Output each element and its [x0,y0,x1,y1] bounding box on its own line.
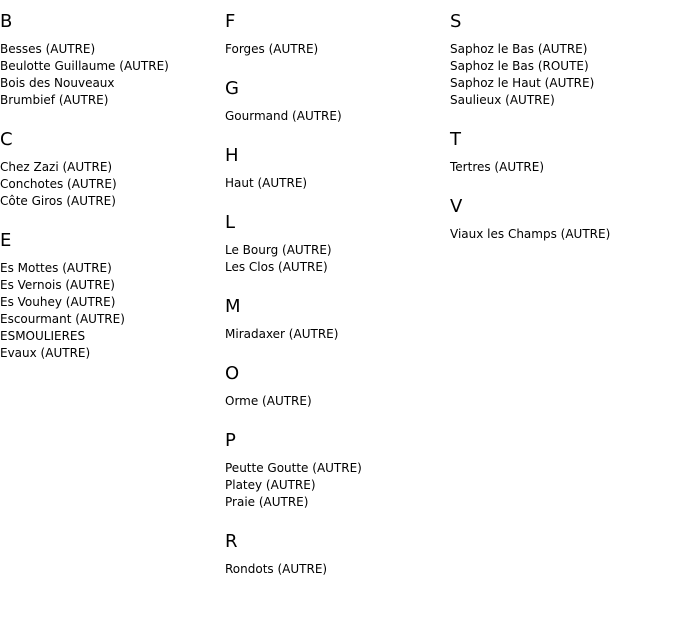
letter-group [450,0,675,109]
street-link[interactable]: Les Clos (AUTRE) [225,260,328,274]
street-link[interactable]: ESMOULIERES [0,329,86,343]
street-link[interactable]: Côte Giros (AUTRE) [0,194,116,208]
letter-heading: F [225,11,236,32]
street-link[interactable]: Es Vouhey (AUTRE) [0,295,116,309]
street-link[interactable]: Miradaxer (AUTRE) [225,327,339,341]
street-list [225,326,450,343]
letter-group [225,67,450,125]
index-column-3 [450,0,675,252]
street-link[interactable]: Saulieux (AUTRE) [450,93,555,107]
letter-heading: L [225,212,236,233]
street-link[interactable]: Es Mottes (AUTRE) [0,261,112,275]
street-list [225,460,450,511]
letter-group [225,134,450,192]
letter-heading: G [225,78,239,99]
street-link[interactable]: Es Vernois (AUTRE) [0,278,115,292]
letter-group [225,285,450,343]
letter-group [225,352,450,410]
street-link[interactable]: Saphoz le Haut (AUTRE) [450,76,595,90]
street-link[interactable]: Conchotes (AUTRE) [0,177,117,191]
letter-heading: H [225,145,239,166]
letter-group [450,185,675,243]
street-link[interactable]: Chez Zazi (AUTRE) [0,160,113,174]
street-link[interactable]: Bois des Nouveaux [0,76,115,90]
street-list [225,175,450,192]
street-link[interactable]: Gourmand (AUTRE) [225,109,342,123]
street-link[interactable]: Platey (AUTRE) [225,478,316,492]
street-link[interactable]: Orme (AUTRE) [225,394,312,408]
index-column-2 [225,0,450,587]
letter-heading: M [225,296,241,317]
street-list [450,159,675,176]
letter-heading: P [225,430,236,451]
letter-group [225,419,450,511]
letter-heading: E [0,230,12,251]
letter-group [0,0,225,109]
street-link[interactable]: Brumbief (AUTRE) [0,93,109,107]
letter-group [0,219,225,362]
street-link[interactable]: Forges (AUTRE) [225,42,319,56]
letter-heading: B [0,11,13,32]
index-column-1 [0,0,225,371]
street-link[interactable]: Evaux (AUTRE) [0,346,91,360]
letter-heading: T [450,129,461,150]
street-list [450,226,675,243]
letter-heading: R [225,531,238,552]
letter-group [225,201,450,276]
street-link[interactable]: Viaux les Champs (AUTRE) [450,227,611,241]
letter-group [0,118,225,210]
street-link[interactable]: Saphoz le Bas (AUTRE) [450,42,588,56]
street-link[interactable]: Saphoz le Bas (ROUTE) [450,59,589,73]
street-list [0,260,225,362]
letter-heading: C [0,129,13,150]
letter-heading: O [225,363,240,384]
street-link[interactable]: Peutte Goutte (AUTRE) [225,461,362,475]
street-list [225,393,450,410]
letter-group [225,520,450,578]
street-list [0,159,225,210]
street-list [225,561,450,578]
street-link[interactable]: Besses (AUTRE) [0,42,96,56]
street-list [225,41,450,58]
street-link[interactable]: Praie (AUTRE) [225,495,309,509]
street-link[interactable]: Beulotte Guillaume (AUTRE) [0,59,169,73]
street-link[interactable]: Rondots (AUTRE) [225,562,328,576]
letter-group [225,0,450,58]
street-link[interactable]: Escourmant (AUTRE) [0,312,125,326]
street-link[interactable]: Tertres (AUTRE) [450,160,545,174]
street-link[interactable]: Le Bourg (AUTRE) [225,243,332,257]
street-list [225,108,450,125]
letter-heading: S [450,11,462,32]
street-link[interactable]: Haut (AUTRE) [225,176,308,190]
letter-group [450,118,675,176]
letter-heading: V [450,196,463,217]
street-list [0,41,225,109]
street-list [225,242,450,276]
street-list [450,41,675,109]
